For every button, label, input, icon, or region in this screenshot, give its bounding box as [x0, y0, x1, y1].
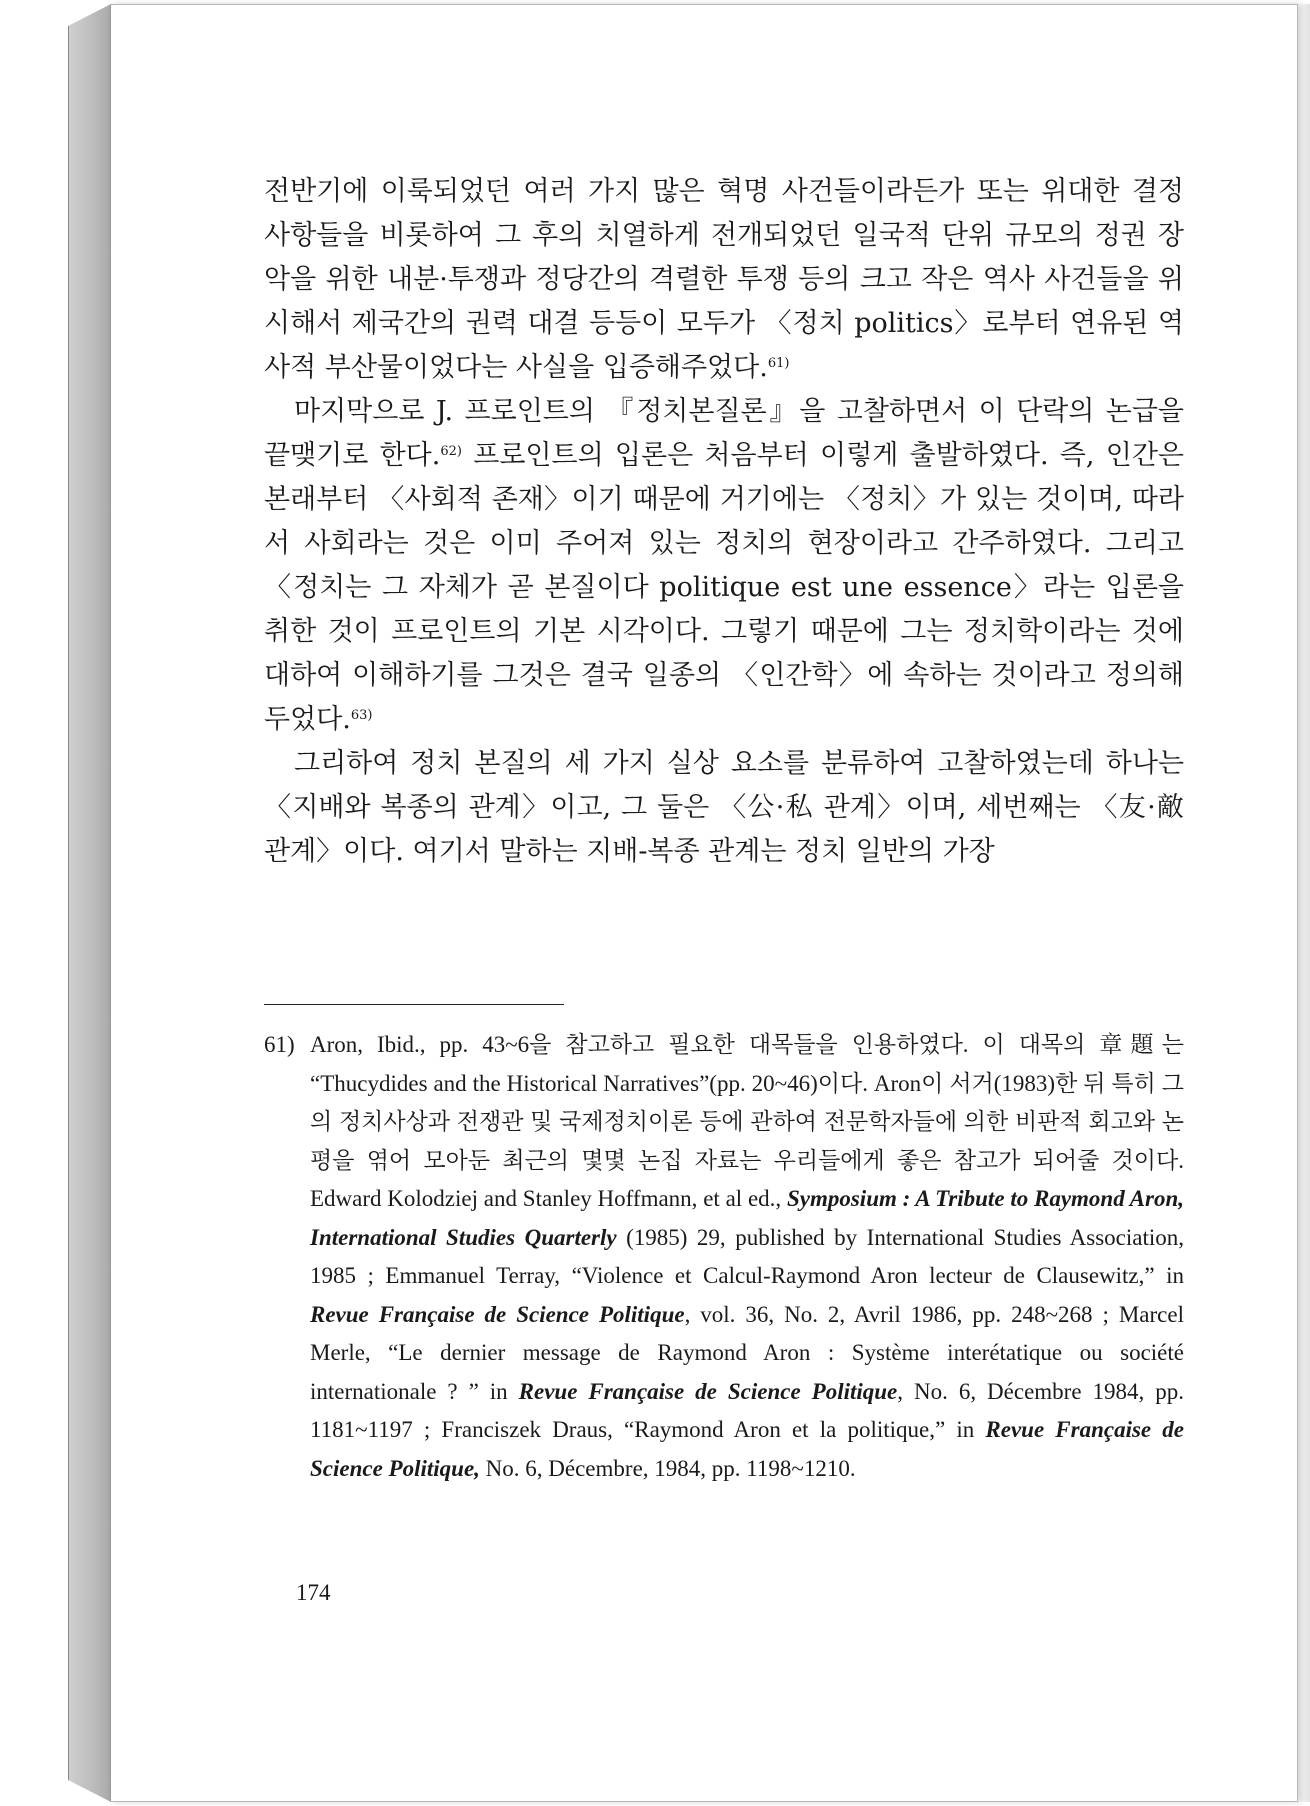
footnote-text-3: , vol. 36, No. 2, Avril 1986, pp. 248~268 ; Marcel Merle, “Le dernier message de Raymond Aron : Système interétatique ou société internationale ? ” in: [310, 1301, 1184, 1404]
footnote-title-revue-2: Revue Française de Science Politique: [518, 1378, 898, 1404]
footnote-text-5: No. 6, Décembre, 1984, pp. 1198~1210.: [479, 1455, 856, 1481]
footnote-61: [264, 1026, 1184, 1488]
page-number: 174: [296, 1580, 331, 1605]
footnote-title-revue-1: Revue Française de Science Politique: [310, 1301, 685, 1327]
footnote-separator: [264, 1004, 564, 1005]
paragraph-1: [264, 170, 1184, 390]
footnote-body: [310, 1026, 1184, 1488]
paragraph-3: [264, 742, 1184, 874]
paragraph-2: [264, 390, 1184, 742]
footnote-text-2: (1985) 29, published by International Studies Association, 1985 ; Emmanuel Terray, “Violence et Calcul-Raymond Aron lecteur de Clausewitz,” in: [310, 1224, 1184, 1288]
paragraph-2a-text: 마지막으로 J. 프로인트의 『정치본질론』을 고찰하면서 이 단락의 논급을 끝맺기로 한다.: [264, 396, 1184, 471]
footnote-text-4: , No. 6, Décembre 1984, pp. 1181~1197 ; Franciszek Draus, “Raymond Aron et la politique,” in: [310, 1378, 1184, 1442]
footnote-ref-61[interactable]: 61): [767, 356, 790, 371]
footnote-ref-62[interactable]: 62): [440, 444, 462, 459]
main-body-text: [264, 170, 1184, 874]
paragraph-3-text: 그리하여 정치 본질의 세 가지 실상 요소를 분류하여 고찰하였는데 하나는 〈지배와 복종의 관계〉이고, 그 둘은 〈公·私 관계〉이며, 세번째는 〈友·敵 관계〉이다. 여기서 말하는 지배-복종 관계는 정치 일반의 가장: [264, 748, 1184, 867]
paragraph-2b-text: 프로인트의 입론은 처음부터 이렇게 출발하였다. 즉, 인간은 본래부터 〈사회적 존재〉이기 때문에 거기에는 〈정치〉가 있는 것이며, 따라서 사회라는 것은 이미 주어져 있는 정치의 현장이라고 간주하였다. 그리고 〈정치는 그 자체가 곧 본질이다 politique est une essence〉라는 입론을 취한 것이 프로인트의 기본 시각이다. 그렇기 때문에 그는 정치학이라는 것에 대하여 이해하기를 그것은 결국 일종의 〈인간학〉에 속하는 것이라고 정의해두었다.: [264, 440, 1184, 735]
footnote-ref-63[interactable]: 63): [350, 708, 373, 723]
footnote-number: 61): [264, 1032, 295, 1057]
page-right-edge: [1298, 4, 1310, 1802]
footnote-title-revue-3: Revue Française de Science Politique,: [310, 1417, 1184, 1481]
footnote-title-symposium: Symposium : A Tribute to Raymond Aron, International Studies Quarterly: [310, 1186, 1184, 1250]
paragraph-1-text: 전반기에 이룩되었던 여러 가지 많은 혁명 사건들이라든가 또는 위대한 결정 사항들을 비롯하여 그 후의 치열하게 전개되었던 일국적 단위 규모의 정권 장악을 위한 내분·투쟁과 정당간의 격렬한 투쟁 등의 크고 작은 역사 사건들을 위시해서 제국간의 권력 대결 등등이 모두가 〈정치 politics〉로부터 연유된 역사적 부산물이었다는 사실을 입증해주었다.: [264, 176, 1184, 383]
footnote-text-1: Aron, Ibid., pp. 43~6을 참고하고 필요한 대목들을 인용하였다. 이 대목의 章題는 “Thucydides and the Historical Narratives”(pp. 20~46)이다. Aron이 서거(1983)한 뒤 특히 그의 정치사상과 전쟁관 및 국제정치이론 등에 관하여 전문학자들에 의한 비판적 회고와 논평을 엮어 모아둔 최근의 몇몇 논집 자료는 우리들에게 좋은 참고가 되어줄 것이다. Edward Kolodziej and Stanley Hoffmann, et al ed.,: [310, 1032, 1184, 1211]
book-spine: [68, 4, 111, 1802]
